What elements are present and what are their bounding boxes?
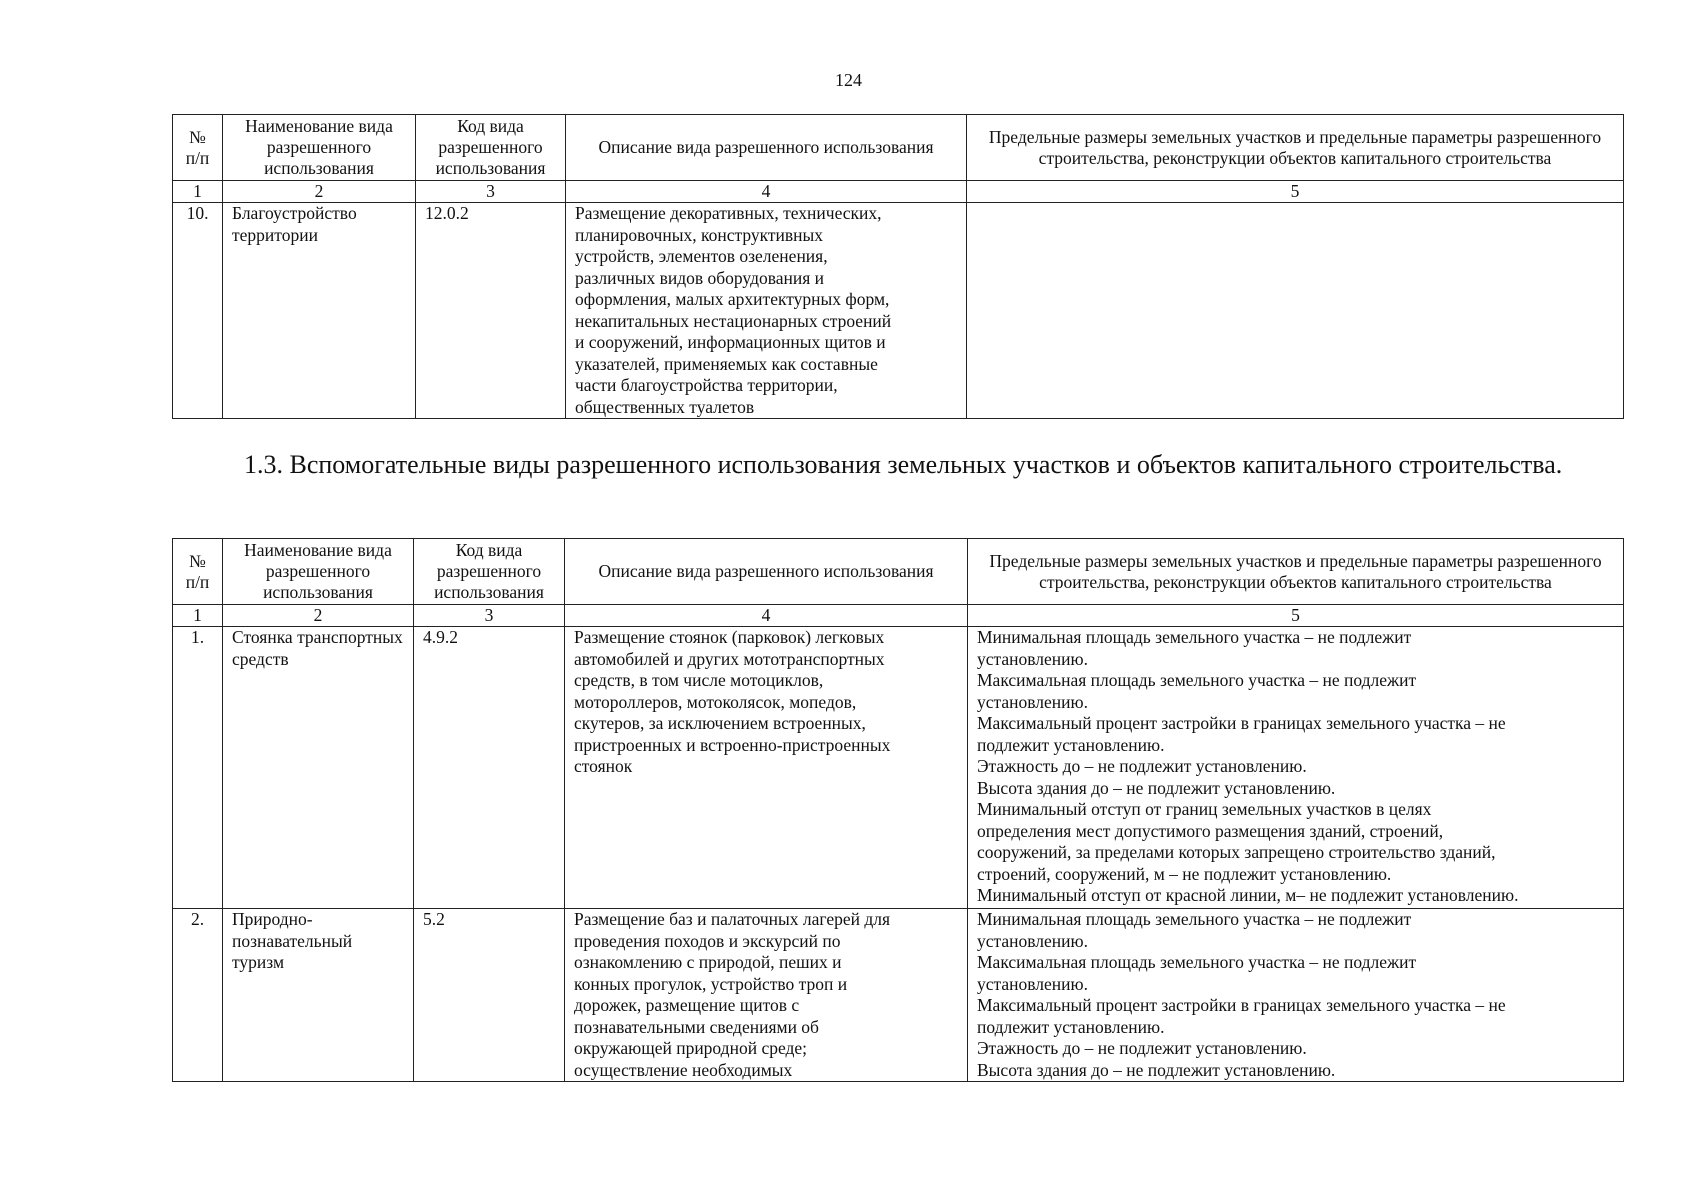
text-line: подлежит установлению.	[977, 1016, 1165, 1037]
section-heading	[172, 450, 1623, 480]
text-line: установлению.	[977, 973, 1088, 994]
header-use-description: Описание вида разрешенного использования	[565, 539, 968, 605]
text-line: Минимальный отступ от границ земельных участков в целях	[977, 799, 1432, 819]
use-description	[565, 909, 968, 1082]
row-number: 1.	[173, 627, 223, 909]
text-line: окружающей природной среде;	[574, 1038, 808, 1058]
text-line: оформления, малых архитектурных форм,	[575, 289, 890, 309]
column-number: 1	[173, 181, 223, 203]
header-use-description: Описание вида разрешенного использования	[566, 115, 967, 181]
auxiliary-uses-table	[172, 538, 1624, 1082]
use-name: Природно-познавательный туризм	[223, 909, 414, 1082]
limit-parameters	[968, 909, 1624, 1082]
page-number: 124	[835, 70, 862, 90]
header-limit-parameters: Предельные размеры земельных участков и предельные параметры разрешенного строительства, реконструкции объектов капитального строительства	[967, 115, 1624, 181]
column-number: 1	[173, 605, 223, 627]
column-number: 2	[223, 605, 414, 627]
use-name: Стоянка транспортных средств	[223, 627, 414, 909]
column-number: 4	[566, 181, 967, 203]
column-number: 5	[967, 181, 1624, 203]
column-number-row	[173, 181, 1624, 203]
text-line: скутеров, за исключением встроенных,	[574, 713, 866, 733]
table-row	[173, 203, 1624, 419]
text-line: части благоустройства территории,	[575, 375, 838, 395]
limit-parameters	[967, 203, 1624, 419]
table-row	[173, 909, 1624, 1082]
text-line: пристроенных и встроенно-пристроенных	[574, 734, 891, 755]
text-line: ознакомлению с природой, пеших и	[574, 952, 842, 972]
use-description	[565, 627, 968, 909]
text-line: Минимальная площадь земельного участка – не подлежит	[977, 627, 1412, 647]
limit-parameters	[968, 627, 1624, 909]
text-line: Размещение декоративных, технических,	[575, 203, 882, 223]
text-line: установлению.	[977, 648, 1088, 669]
use-code: 5.2	[414, 909, 565, 1082]
column-number: 2	[223, 181, 416, 203]
header-limit-parameters: Предельные размеры земельных участков и предельные параметры разрешенного строительства, реконструкции объектов капитального строительства	[968, 539, 1624, 605]
column-number: 5	[968, 605, 1624, 627]
text-line: общественных туалетов	[575, 396, 755, 417]
text-line: Высота здания до – не подлежит установлению.	[977, 777, 1336, 798]
text-line: мотороллеров, мотоколясок, мопедов,	[574, 691, 857, 712]
column-number-row	[173, 605, 1624, 627]
text-line: средств, в том числе мотоциклов,	[574, 670, 824, 690]
column-number: 4	[565, 605, 968, 627]
row-number: 10.	[173, 203, 223, 419]
column-number: 3	[414, 605, 565, 627]
header-use-code: Код вида разрешенного использования	[414, 539, 565, 605]
main-uses-table	[172, 114, 1624, 419]
text-line: Максимальный процент застройки в границах земельного участка – не	[977, 713, 1506, 733]
text-line: устройств, элементов озеленения,	[575, 246, 828, 266]
text-line: познавательными сведениями об	[574, 1016, 819, 1037]
text-line: установлению.	[977, 691, 1088, 712]
text-line: установлению.	[977, 930, 1088, 951]
text-line: стоянок	[574, 756, 633, 776]
table-row	[173, 627, 1624, 909]
text-line: Минимальный отступ от красной линии, м– не подлежит установлению.	[977, 885, 1519, 905]
text-line: определения мест допустимого размещения зданий, строений,	[977, 820, 1444, 841]
text-line: Этажность до – не подлежит установлению.	[977, 756, 1307, 776]
text-line: и сооружений, информационных щитов и	[575, 332, 886, 352]
use-code: 4.9.2	[414, 627, 565, 909]
text-line: различных видов оборудования и	[575, 267, 825, 288]
text-line: Этажность до – не подлежит установлению.	[977, 1038, 1307, 1058]
text-line: дорожек, размещение щитов с	[574, 995, 800, 1015]
use-name: Благоустройство территории	[223, 203, 416, 419]
row-number: 2.	[173, 909, 223, 1082]
text-line: Максимальный процент застройки в границах земельного участка – не	[977, 995, 1506, 1015]
header-use-name: Наименование вида разрешенного использования	[223, 539, 414, 605]
text-line: осуществление необходимых	[574, 1059, 793, 1080]
table-header-row	[173, 539, 1624, 605]
text-line: Максимальная площадь земельного участка – не подлежит	[977, 952, 1417, 972]
text-line: Размещение баз и палаточных лагерей для	[574, 909, 891, 929]
table-header-row	[173, 115, 1624, 181]
text-line: указателей, применяемых как составные	[575, 353, 878, 374]
header-number: № п/п	[173, 115, 223, 181]
text-line: Высота здания до – не подлежит установлению.	[977, 1059, 1336, 1080]
header-use-name: Наименование вида разрешенного использования	[223, 115, 416, 181]
use-description	[566, 203, 967, 419]
text-line: подлежит установлению.	[977, 734, 1165, 755]
use-code: 12.0.2	[416, 203, 566, 419]
text-line: строений, сооружений, м – не подлежит установлению.	[977, 863, 1392, 884]
text-line: планировочных, конструктивных	[575, 224, 824, 245]
text-line: сооружений, за пределами которых запрещено строительство зданий,	[977, 842, 1496, 862]
text-line: конных прогулок, устройство троп и	[574, 973, 848, 994]
section-heading-text: 1.3. Вспомогательные виды разрешенного использования земельных участков и объектов капитального строительства.	[244, 450, 1563, 479]
text-line: Минимальная площадь земельного участка – не подлежит	[977, 909, 1412, 929]
text-line: проведения походов и экскурсий по	[574, 930, 841, 951]
header-use-code: Код вида разрешенного использования	[416, 115, 566, 181]
text-line: автомобилей и других мототранспортных	[574, 648, 885, 669]
text-line: Размещение стоянок (парковок) легковых	[574, 627, 885, 647]
text-line: некапитальных нестационарных строений	[575, 310, 892, 331]
column-number: 3	[416, 181, 566, 203]
header-number: № п/п	[173, 539, 223, 605]
text-line: Максимальная площадь земельного участка – не подлежит	[977, 670, 1417, 690]
